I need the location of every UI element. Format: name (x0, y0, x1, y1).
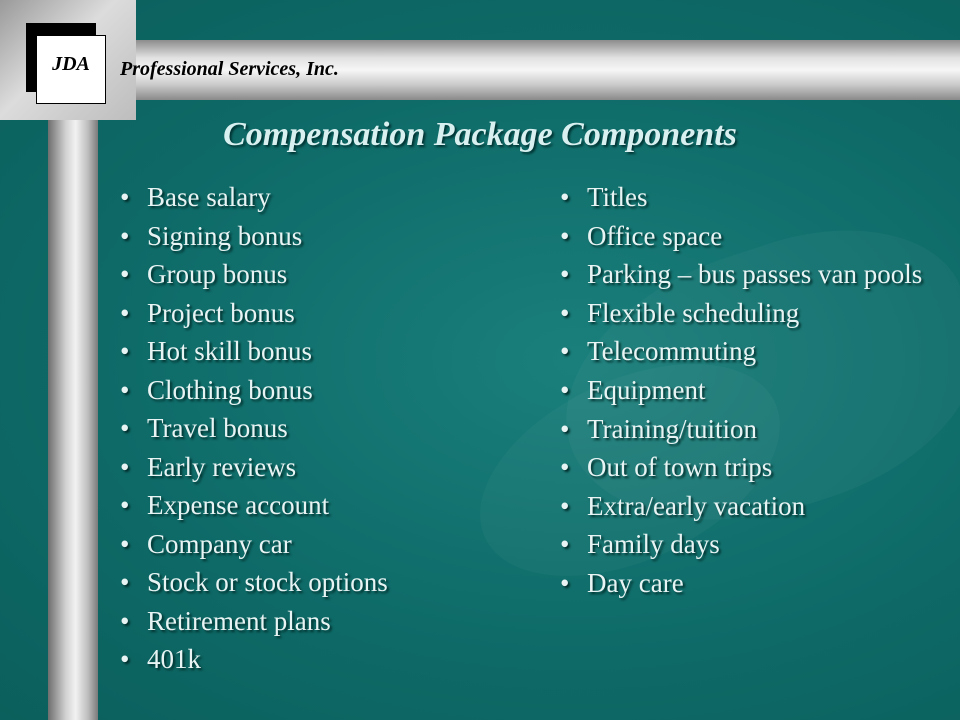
list-item (116, 528, 476, 570)
list-item-text: Base salary (147, 182, 271, 212)
left-bullet-list (116, 184, 476, 685)
list-item (556, 297, 926, 328)
list-item-text: Project bonus (147, 297, 295, 328)
list-item (556, 567, 926, 598)
bullet-icon: • (120, 182, 130, 212)
list-item-text: Parking – bus passes van pools (587, 259, 923, 290)
list-item (116, 646, 476, 685)
list-item (116, 605, 476, 647)
bullet-icon: • (560, 182, 570, 212)
list-item (556, 184, 926, 211)
bullet-icon: • (560, 336, 570, 367)
bullet-icon: • (120, 413, 130, 443)
bullet-icon: • (120, 336, 130, 366)
list-item (116, 415, 476, 454)
list-item (116, 492, 476, 531)
list-item-text: Family days (587, 529, 720, 560)
list-item-text: Clothing bonus (147, 374, 313, 405)
list-item (116, 220, 476, 262)
list-item-text: Early reviews (147, 451, 297, 482)
list-item (556, 531, 926, 558)
list-item (556, 374, 926, 405)
bullet-icon: • (120, 567, 130, 597)
list-item-text: Expense account (147, 490, 330, 520)
list-item (116, 451, 476, 493)
right-bullet-list (556, 184, 926, 609)
bullet-icon: • (120, 259, 130, 289)
bullet-icon: • (560, 452, 570, 483)
list-item (556, 413, 926, 444)
bullet-icon: • (120, 451, 130, 482)
slide-title: Compensation Package Components (223, 116, 737, 153)
list-item (556, 220, 926, 251)
bullet-icon: • (560, 413, 570, 444)
list-item-text: Company car (147, 528, 292, 559)
list-item (116, 338, 476, 377)
list-item-text: Training/tuition (587, 413, 758, 444)
logo-text: JDA (52, 53, 90, 75)
bullet-icon: • (120, 490, 130, 520)
list-item (116, 569, 476, 608)
list-item-text: Office space (587, 220, 723, 251)
bullet-icon: • (560, 529, 570, 560)
logo (36, 35, 106, 104)
company-name: Professional Services, Inc. (120, 58, 339, 80)
bullet-icon: • (560, 220, 570, 251)
list-item-text: Equipment (587, 374, 706, 405)
list-item (556, 261, 926, 288)
list-item (556, 338, 926, 365)
bullet-icon: • (120, 528, 130, 559)
list-item-text: Signing bonus (147, 220, 303, 251)
bullet-icon: • (560, 259, 570, 290)
list-item (116, 261, 476, 300)
list-item (556, 490, 926, 521)
list-item (556, 454, 926, 481)
list-item-text: Out of town trips (587, 452, 773, 483)
bullet-icon: • (560, 490, 570, 521)
bullet-icon: • (560, 567, 570, 598)
list-item-text: Stock or stock options (147, 567, 388, 597)
list-item-text: Flexible scheduling (587, 297, 800, 328)
list-item (116, 374, 476, 416)
list-item (116, 184, 476, 223)
list-item-text: 401k (147, 644, 201, 674)
list-item (116, 297, 476, 339)
list-item-text: Retirement plans (147, 605, 331, 636)
list-item-text: Day care (587, 567, 684, 598)
list-item-text: Travel bonus (147, 413, 288, 443)
bullet-icon: • (560, 297, 570, 328)
bullet-icon: • (120, 605, 130, 636)
list-item-text: Telecommuting (587, 336, 757, 367)
list-item-text: Group bonus (147, 259, 288, 289)
bullet-icon: • (120, 374, 130, 405)
bullet-icon: • (120, 220, 130, 251)
bullet-icon: • (120, 297, 130, 328)
bullet-icon: • (560, 374, 570, 405)
bullet-icon: • (120, 644, 130, 674)
list-item-text: Titles (587, 182, 648, 212)
list-item-text: Hot skill bonus (147, 336, 313, 366)
list-item-text: Extra/early vacation (587, 490, 806, 521)
